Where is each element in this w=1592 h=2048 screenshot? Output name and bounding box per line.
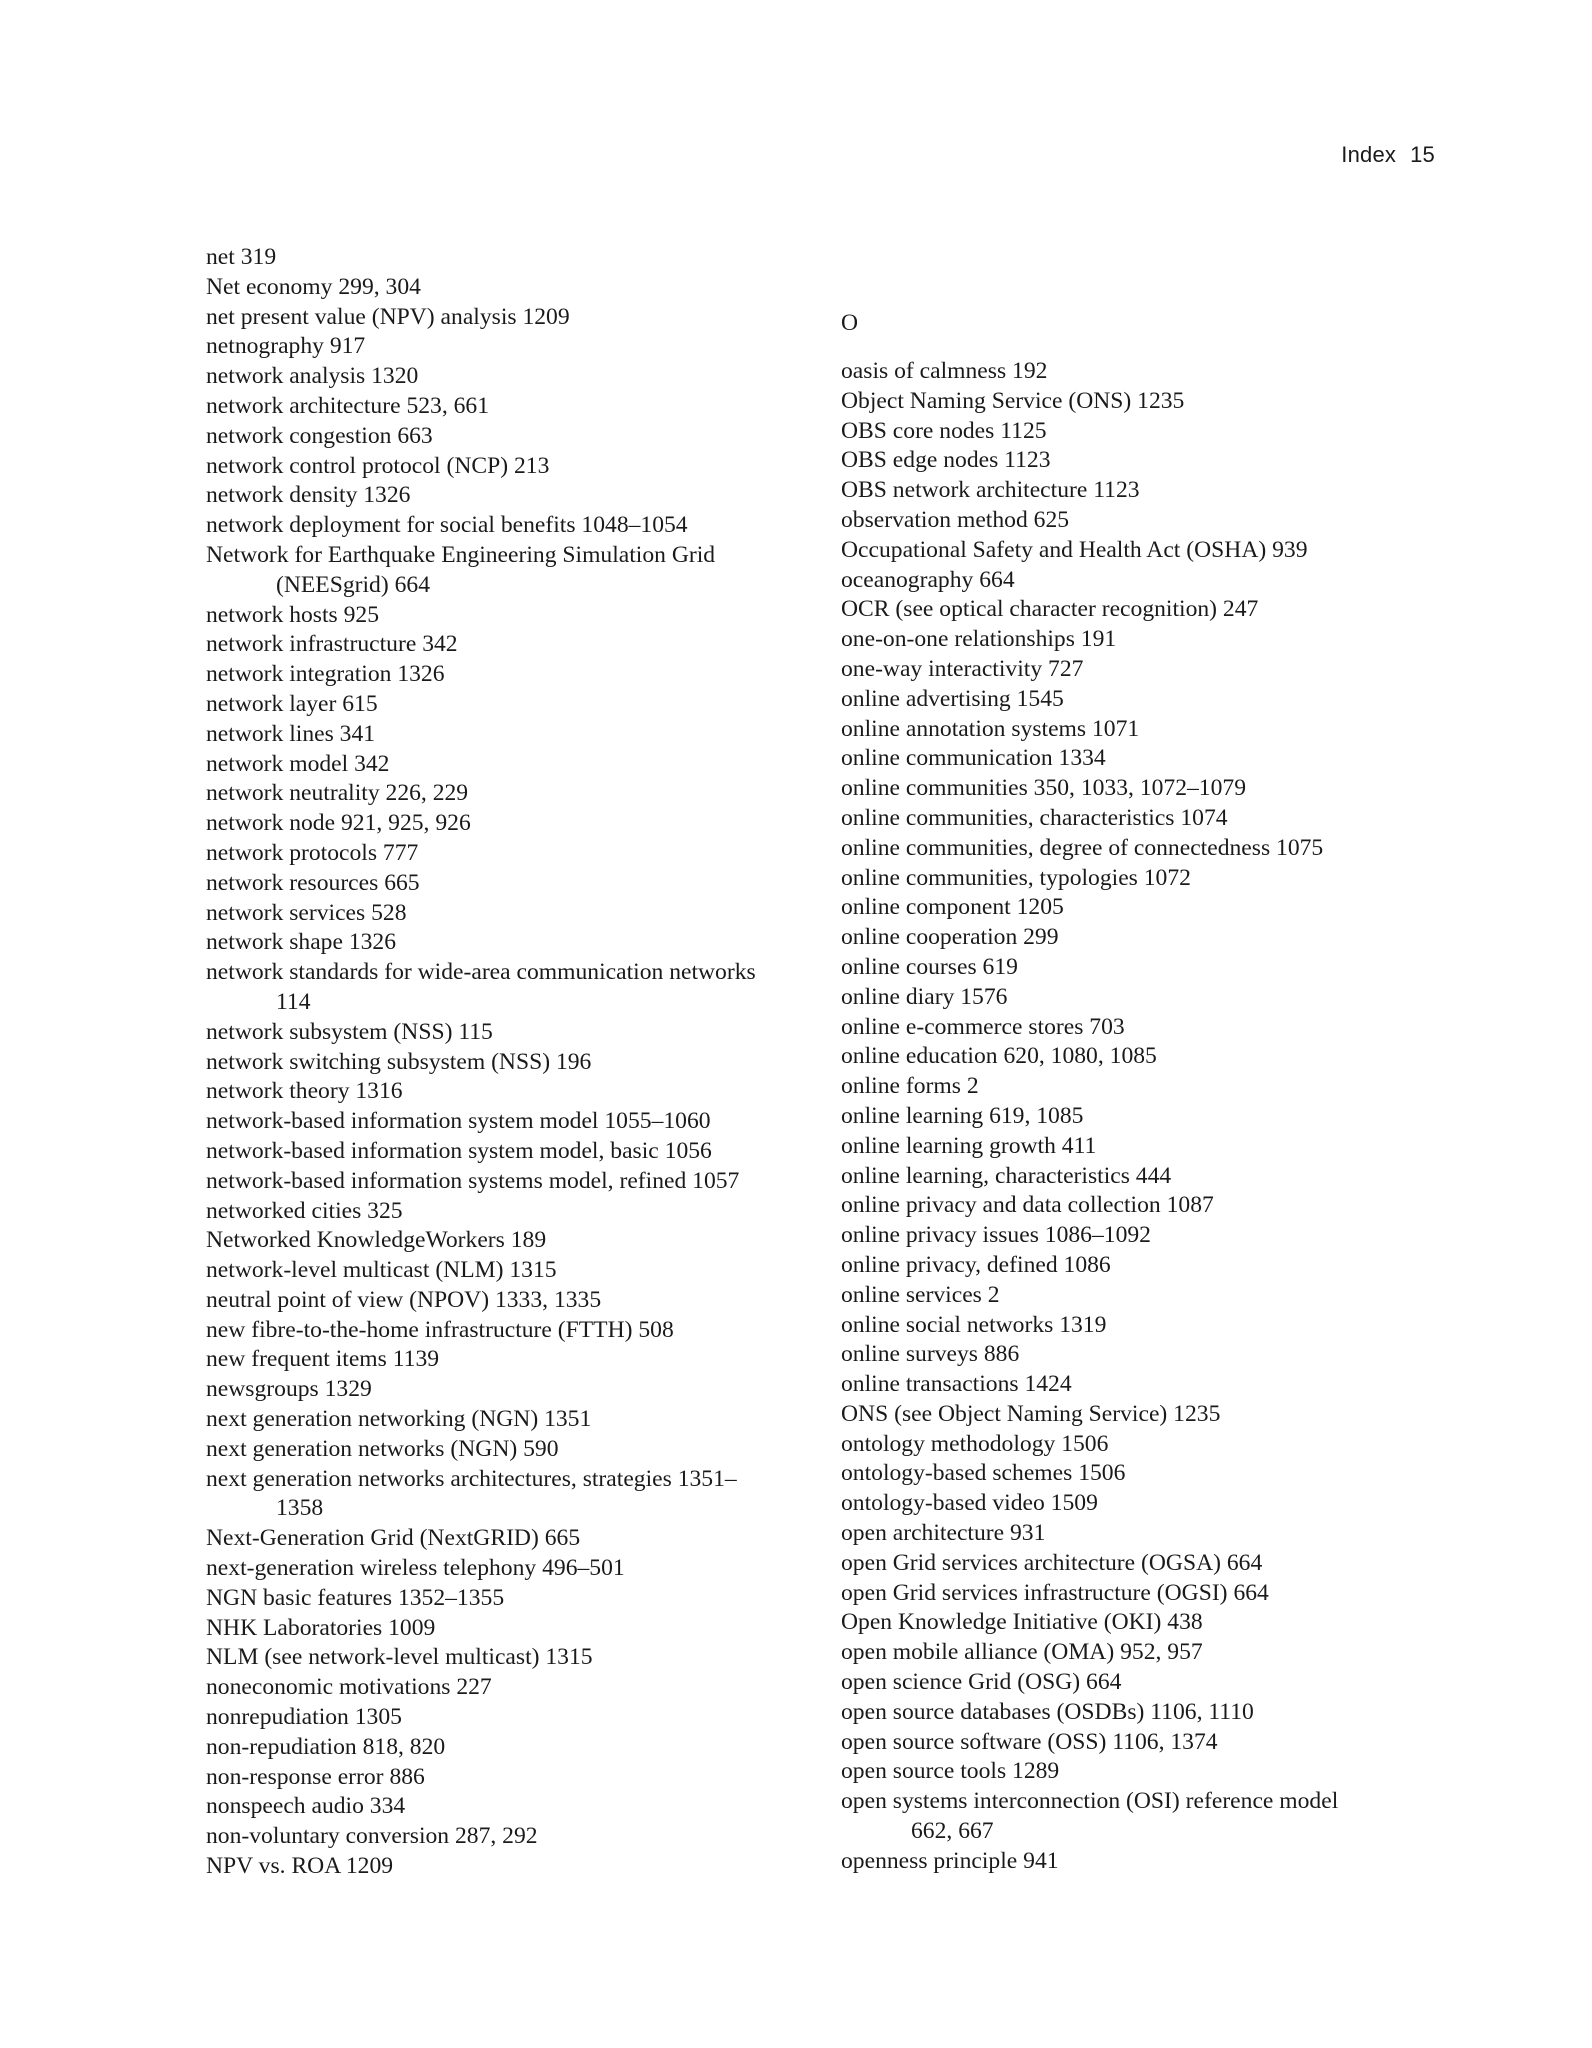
index-entry: oasis of calmness 192 <box>841 358 1048 384</box>
index-entry: Open Knowledge Initiative (OKI) 438 <box>841 1609 1203 1636</box>
index-entry: non-response error 886 <box>206 1763 425 1790</box>
index-entry: network congestion 663 <box>206 422 433 449</box>
header-page-number: 15 <box>1410 142 1435 167</box>
index-entry: online advertising 1545 <box>841 685 1064 712</box>
index-entry: network-level multicast (NLM) 1315 <box>206 1257 557 1284</box>
index-entry: ONS (see Object Naming Service) 1235 <box>841 1400 1221 1427</box>
header-section-title: Index <box>1341 142 1397 167</box>
index-entry: noneconomic motivations 227 <box>206 1674 492 1701</box>
index-entry: network architecture 523, 661 <box>206 392 490 419</box>
index-entry: networked cities 325 <box>206 1197 403 1224</box>
index-entry: online education 620, 1080, 1085 <box>841 1043 1157 1070</box>
index-entry: online communities, degree of connectedness 1075 <box>841 834 1324 861</box>
index-entry: network switching subsystem (NSS) 196 <box>206 1048 592 1075</box>
index-entry: network standards for wide-area communication networks <box>206 959 756 986</box>
index-entry: network-based information system model, basic 1056 <box>206 1137 712 1164</box>
index-entry: Next-Generation Grid (NextGRID) 665 <box>206 1525 581 1552</box>
index-entry: netnography 917 <box>206 333 366 360</box>
index-column-left <box>206 243 806 1882</box>
index-entry: network-based information systems model, refined 1057 <box>206 1167 740 1194</box>
index-entry: NGN basic features 1352–1355 <box>206 1584 505 1611</box>
index-entry: Occupational Safety and Health Act (OSHA) 939 <box>841 536 1308 563</box>
index-entry: online services 2 <box>841 1281 1000 1308</box>
index-entry: online learning 619, 1085 <box>841 1102 1084 1129</box>
index-entry: oceanography 664 <box>841 566 1015 593</box>
index-entry: neutral point of view (NPOV) 1333, 1335 <box>206 1286 602 1313</box>
index-entry: network theory 1316 <box>206 1078 403 1105</box>
index-entry: network infrastructure 342 <box>206 631 458 658</box>
index-entry: new fibre-to-the-home infrastructure (FTTH) 508 <box>206 1316 674 1343</box>
index-entry: online transactions 1424 <box>841 1371 1072 1398</box>
index-entry: network control protocol (NCP) 213 <box>206 452 550 479</box>
index-entry: open architecture 931 <box>841 1520 1046 1547</box>
index-entry: network deployment for social benefits 1048–1054 <box>206 512 688 539</box>
index-entry: non-repudiation 818, 820 <box>206 1733 446 1760</box>
index-entry: online forms 2 <box>841 1073 979 1100</box>
index-entry: OCR (see optical character recognition) 247 <box>841 596 1259 623</box>
index-entry: online communities, characteristics 1074 <box>841 804 1228 831</box>
index-entry: network protocols 777 <box>206 839 419 866</box>
index-entry: NPV vs. ROA 1209 <box>206 1853 394 1880</box>
index-entry: online e-commerce stores 703 <box>841 1013 1125 1040</box>
index-entry: open source tools 1289 <box>841 1758 1060 1785</box>
index-entry: open source software (OSS) 1106, 1374 <box>841 1728 1218 1755</box>
index-entry-continuation: 1358 <box>276 1495 324 1522</box>
index-entry: network node 921, 925, 926 <box>206 810 471 837</box>
index-entry: network lines 341 <box>206 720 376 747</box>
index-entry: newsgroups 1329 <box>206 1376 372 1403</box>
index-entry: network subsystem (NSS) 115 <box>206 1018 493 1045</box>
index-entry: openness principle 941 <box>841 1847 1059 1874</box>
index-entry: open Grid services architecture (OGSA) 664 <box>841 1549 1263 1576</box>
index-entry: NLM (see network-level multicast) 1315 <box>206 1644 593 1671</box>
running-header <box>1341 142 1435 168</box>
index-entry: net present value (NPV) analysis 1209 <box>206 303 570 330</box>
index-entry: open mobile alliance (OMA) 952, 957 <box>841 1639 1203 1666</box>
index-entry: net 319 <box>206 244 277 270</box>
index-entry: nonrepudiation 1305 <box>206 1704 402 1731</box>
index-entry: ontology methodology 1506 <box>841 1430 1109 1457</box>
index-entry: Network for Earthquake Engineering Simulation Grid <box>206 541 716 568</box>
index-entry: online communities 350, 1033, 1072–1079 <box>841 775 1246 802</box>
index-entry: one-way interactivity 727 <box>841 655 1084 682</box>
index-entry: Object Naming Service (ONS) 1235 <box>841 387 1185 414</box>
index-entry: network-based information system model 1055–1060 <box>206 1108 711 1135</box>
index-entry: online social networks 1319 <box>841 1311 1107 1338</box>
index-entry-continuation: 662, 667 <box>911 1818 994 1845</box>
index-entry: open systems interconnection (OSI) reference model <box>841 1788 1339 1815</box>
index-entry: open science Grid (OSG) 664 <box>841 1669 1122 1696</box>
index-entry: online privacy issues 1086–1092 <box>841 1222 1151 1249</box>
index-entry: one-on-one relationships 191 <box>841 626 1117 653</box>
index-entry: network layer 615 <box>206 690 378 717</box>
index-entry: OBS edge nodes 1123 <box>841 447 1051 474</box>
index-entry: next generation networking (NGN) 1351 <box>206 1406 592 1433</box>
index-entry: new frequent items 1139 <box>206 1346 440 1373</box>
index-entry: network integration 1326 <box>206 661 445 688</box>
index-entry: online diary 1576 <box>841 983 1008 1010</box>
index-entry: observation method 625 <box>841 506 1070 533</box>
index-entry: online communities, typologies 1072 <box>841 864 1191 891</box>
index-entry: online privacy and data collection 1087 <box>841 1192 1214 1219</box>
index-entry: Networked KnowledgeWorkers 189 <box>206 1227 547 1254</box>
index-entry: network resources 665 <box>206 869 420 896</box>
index-entry: online surveys 886 <box>841 1341 1020 1368</box>
index-column-right <box>841 308 1461 1877</box>
index-entry: nonspeech audio 334 <box>206 1793 406 1820</box>
index-entry: network shape 1326 <box>206 929 397 956</box>
index-entry: NHK Laboratories 1009 <box>206 1614 436 1641</box>
index-entry: next-generation wireless telephony 496–501 <box>206 1555 625 1582</box>
index-entry: online privacy, defined 1086 <box>841 1251 1111 1278</box>
index-entry: online communication 1334 <box>841 745 1106 772</box>
index-entry: network analysis 1320 <box>206 363 419 390</box>
index-entry: online courses 619 <box>841 953 1018 980</box>
index-entry: open source databases (OSDBs) 1106, 1110 <box>841 1698 1254 1725</box>
index-entry: online learning, characteristics 444 <box>841 1162 1172 1189</box>
index-entry: online cooperation 299 <box>841 924 1059 951</box>
index-entry: next generation networks (NGN) 590 <box>206 1435 559 1462</box>
index-entry: ontology-based video 1509 <box>841 1490 1098 1517</box>
index-entry: network hosts 925 <box>206 601 380 628</box>
index-entry: network model 342 <box>206 750 390 777</box>
index-entry: next generation networks architectures, strategies 1351– <box>206 1465 737 1492</box>
index-entry: online learning growth 411 <box>841 1132 1097 1159</box>
index-entry: ontology-based schemes 1506 <box>841 1460 1126 1487</box>
index-entry: online component 1205 <box>841 894 1064 921</box>
index-entry-continuation: (NEESgrid) 664 <box>276 571 430 598</box>
index-entry: non-voluntary conversion 287, 292 <box>206 1823 538 1850</box>
index-entry: network services 528 <box>206 899 407 926</box>
index-entry: network neutrality 226, 229 <box>206 780 469 807</box>
index-entry: network density 1326 <box>206 482 411 509</box>
index-entry-continuation: 114 <box>276 988 311 1015</box>
letter-section-heading: O <box>841 310 859 336</box>
index-entry: online annotation systems 1071 <box>841 715 1140 742</box>
index-entry: open Grid services infrastructure (OGSI) 664 <box>841 1579 1269 1606</box>
index-entry: Net economy 299, 304 <box>206 273 421 300</box>
index-entry: OBS network architecture 1123 <box>841 477 1140 504</box>
index-entry: OBS core nodes 1125 <box>841 417 1047 444</box>
